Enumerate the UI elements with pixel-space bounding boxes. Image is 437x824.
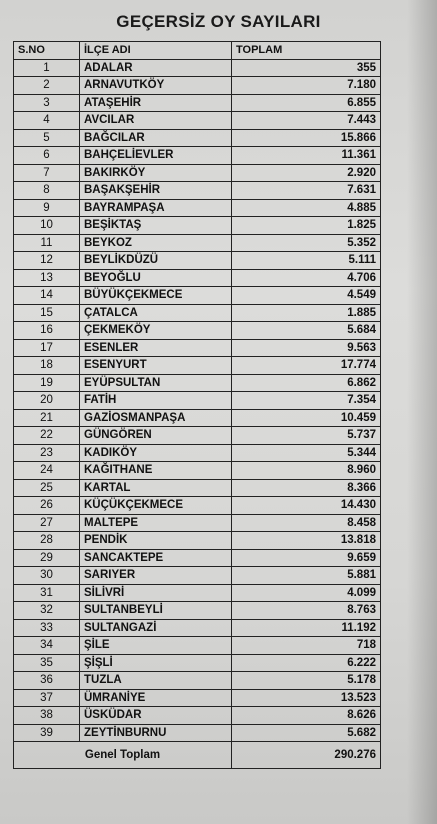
invalid-vote-count: 13.818 <box>232 532 381 550</box>
invalid-vote-count: 8.626 <box>232 707 381 725</box>
row-number: 6 <box>14 147 80 165</box>
row-number: 27 <box>14 514 80 532</box>
district-name: BAHÇELİEVLER <box>80 147 232 165</box>
district-name: BEYOĞLU <box>80 269 232 287</box>
table-row <box>14 567 381 585</box>
table-row <box>14 444 381 462</box>
table-row <box>14 497 381 515</box>
row-number: 26 <box>14 497 80 515</box>
district-name: KADIKÖY <box>80 444 232 462</box>
invalid-vote-count: 1.825 <box>232 217 381 235</box>
table-row <box>14 549 381 567</box>
invalid-vote-count: 355 <box>232 59 381 77</box>
district-name: SULTANGAZİ <box>80 619 232 637</box>
invalid-vote-count: 5.344 <box>232 444 381 462</box>
invalid-votes-table <box>13 41 381 769</box>
district-name: BÜYÜKÇEKMECE <box>80 287 232 305</box>
table-row <box>14 252 381 270</box>
table-row <box>14 637 381 655</box>
table-row <box>14 724 381 742</box>
row-number: 31 <box>14 584 80 602</box>
table-row <box>14 234 381 252</box>
table-row <box>14 392 381 410</box>
district-name: SANCAKTEPE <box>80 549 232 567</box>
district-name: BAYRAMPAŞA <box>80 199 232 217</box>
row-number: 19 <box>14 374 80 392</box>
invalid-vote-count: 4.549 <box>232 287 381 305</box>
row-number: 7 <box>14 164 80 182</box>
table-row <box>14 269 381 287</box>
row-number: 29 <box>14 549 80 567</box>
row-number: 30 <box>14 567 80 585</box>
table-row <box>14 689 381 707</box>
district-name: BEŞİKTAŞ <box>80 217 232 235</box>
invalid-vote-count: 17.774 <box>232 357 381 375</box>
invalid-vote-count: 2.920 <box>232 164 381 182</box>
table-row <box>14 287 381 305</box>
table-row <box>14 409 381 427</box>
table-row <box>14 619 381 637</box>
table-header-row <box>14 42 381 60</box>
district-name: MALTEPE <box>80 514 232 532</box>
invalid-vote-count: 11.361 <box>232 147 381 165</box>
invalid-vote-count: 5.352 <box>232 234 381 252</box>
row-number: 5 <box>14 129 80 147</box>
district-name: SARIYER <box>80 567 232 585</box>
invalid-vote-count: 718 <box>232 637 381 655</box>
row-number: 4 <box>14 112 80 130</box>
district-name: ÜMRANİYE <box>80 689 232 707</box>
row-number: 1 <box>14 59 80 77</box>
table-row <box>14 59 381 77</box>
district-name: ATAŞEHİR <box>80 94 232 112</box>
district-name: ÇEKMEKÖY <box>80 322 232 340</box>
invalid-vote-count: 8.366 <box>232 479 381 497</box>
row-number: 38 <box>14 707 80 725</box>
row-number: 36 <box>14 672 80 690</box>
table-row <box>14 339 381 357</box>
row-number: 3 <box>14 94 80 112</box>
invalid-vote-count: 7.443 <box>232 112 381 130</box>
invalid-vote-count: 5.684 <box>232 322 381 340</box>
district-name: EYÜPSULTAN <box>80 374 232 392</box>
district-name: ZEYTİNBURNU <box>80 724 232 742</box>
district-name: KAĞITHANE <box>80 462 232 480</box>
row-number: 2 <box>14 77 80 95</box>
district-name: TUZLA <box>80 672 232 690</box>
table-row <box>14 77 381 95</box>
district-name: PENDİK <box>80 532 232 550</box>
table-row <box>14 707 381 725</box>
invalid-vote-count: 9.563 <box>232 339 381 357</box>
table-row <box>14 357 381 375</box>
district-name: GÜNGÖREN <box>80 427 232 445</box>
invalid-vote-count: 6.222 <box>232 654 381 672</box>
invalid-vote-count: 6.855 <box>232 94 381 112</box>
invalid-vote-count: 11.192 <box>232 619 381 637</box>
row-number: 24 <box>14 462 80 480</box>
district-name: ESENLER <box>80 339 232 357</box>
row-number: 12 <box>14 252 80 270</box>
table-row <box>14 479 381 497</box>
row-number: 37 <box>14 689 80 707</box>
table-row <box>14 217 381 235</box>
table-row <box>14 164 381 182</box>
header-district: İLÇE ADI <box>80 42 232 60</box>
invalid-vote-count: 10.459 <box>232 409 381 427</box>
table-row <box>14 584 381 602</box>
header-sno: S.NO <box>14 42 80 60</box>
district-name: SULTANBEYLİ <box>80 602 232 620</box>
row-number: 33 <box>14 619 80 637</box>
district-name: SİLİVRİ <box>80 584 232 602</box>
invalid-vote-count: 7.354 <box>232 392 381 410</box>
invalid-vote-count: 8.960 <box>232 462 381 480</box>
invalid-vote-count: 6.862 <box>232 374 381 392</box>
grand-total-value: 290.276 <box>232 742 381 769</box>
district-name: ARNAVUTKÖY <box>80 77 232 95</box>
row-number: 28 <box>14 532 80 550</box>
invalid-vote-count: 15.866 <box>232 129 381 147</box>
table-row <box>14 322 381 340</box>
table-row <box>14 129 381 147</box>
table-row <box>14 94 381 112</box>
invalid-vote-count: 4.099 <box>232 584 381 602</box>
row-number: 16 <box>14 322 80 340</box>
row-number: 23 <box>14 444 80 462</box>
page-shadow <box>407 0 437 824</box>
row-number: 21 <box>14 409 80 427</box>
row-number: 34 <box>14 637 80 655</box>
table-row <box>14 462 381 480</box>
table-row <box>14 672 381 690</box>
table-row <box>14 304 381 322</box>
table-row <box>14 427 381 445</box>
invalid-vote-count: 5.178 <box>232 672 381 690</box>
invalid-vote-count: 14.430 <box>232 497 381 515</box>
row-number: 13 <box>14 269 80 287</box>
district-name: KARTAL <box>80 479 232 497</box>
row-number: 8 <box>14 182 80 200</box>
header-total: TOPLAM <box>232 42 381 60</box>
invalid-vote-count: 4.885 <box>232 199 381 217</box>
row-number: 32 <box>14 602 80 620</box>
invalid-vote-count: 5.737 <box>232 427 381 445</box>
district-name: BEYLİKDÜZÜ <box>80 252 232 270</box>
grand-total-label: Genel Toplam <box>14 742 232 769</box>
table-body <box>14 59 381 742</box>
invalid-vote-count: 9.659 <box>232 549 381 567</box>
row-number: 25 <box>14 479 80 497</box>
table-row <box>14 199 381 217</box>
invalid-vote-count: 13.523 <box>232 689 381 707</box>
table-row <box>14 532 381 550</box>
table-row <box>14 112 381 130</box>
district-name: ŞİLE <box>80 637 232 655</box>
invalid-vote-count: 5.111 <box>232 252 381 270</box>
row-number: 17 <box>14 339 80 357</box>
invalid-vote-count: 5.682 <box>232 724 381 742</box>
district-name: GAZİOSMANPAŞA <box>80 409 232 427</box>
district-name: BAKIRKÖY <box>80 164 232 182</box>
row-number: 35 <box>14 654 80 672</box>
row-number: 14 <box>14 287 80 305</box>
row-number: 39 <box>14 724 80 742</box>
district-name: BEYKOZ <box>80 234 232 252</box>
district-name: KÜÇÜKÇEKMECE <box>80 497 232 515</box>
district-name: BAĞCILAR <box>80 129 232 147</box>
table-row <box>14 374 381 392</box>
row-number: 10 <box>14 217 80 235</box>
table-row <box>14 182 381 200</box>
invalid-vote-count: 1.885 <box>232 304 381 322</box>
row-number: 15 <box>14 304 80 322</box>
row-number: 18 <box>14 357 80 375</box>
row-number: 22 <box>14 427 80 445</box>
district-name: FATİH <box>80 392 232 410</box>
invalid-vote-count: 8.763 <box>232 602 381 620</box>
district-name: ADALAR <box>80 59 232 77</box>
row-number: 20 <box>14 392 80 410</box>
district-name: ŞİŞLİ <box>80 654 232 672</box>
district-name: ESENYURT <box>80 357 232 375</box>
grand-total-row <box>14 742 381 769</box>
row-number: 11 <box>14 234 80 252</box>
invalid-vote-count: 4.706 <box>232 269 381 287</box>
table-row <box>14 514 381 532</box>
district-name: BAŞAKŞEHİR <box>80 182 232 200</box>
invalid-vote-count: 8.458 <box>232 514 381 532</box>
table-row <box>14 147 381 165</box>
table-row <box>14 602 381 620</box>
district-name: ÇATALCA <box>80 304 232 322</box>
district-name: AVCILAR <box>80 112 232 130</box>
district-name: ÜSKÜDAR <box>80 707 232 725</box>
invalid-vote-count: 5.881 <box>232 567 381 585</box>
row-number: 9 <box>14 199 80 217</box>
table-row <box>14 654 381 672</box>
invalid-vote-count: 7.631 <box>232 182 381 200</box>
invalid-vote-count: 7.180 <box>232 77 381 95</box>
page-title: GEÇERSİZ OY SAYILARI <box>116 12 321 31</box>
